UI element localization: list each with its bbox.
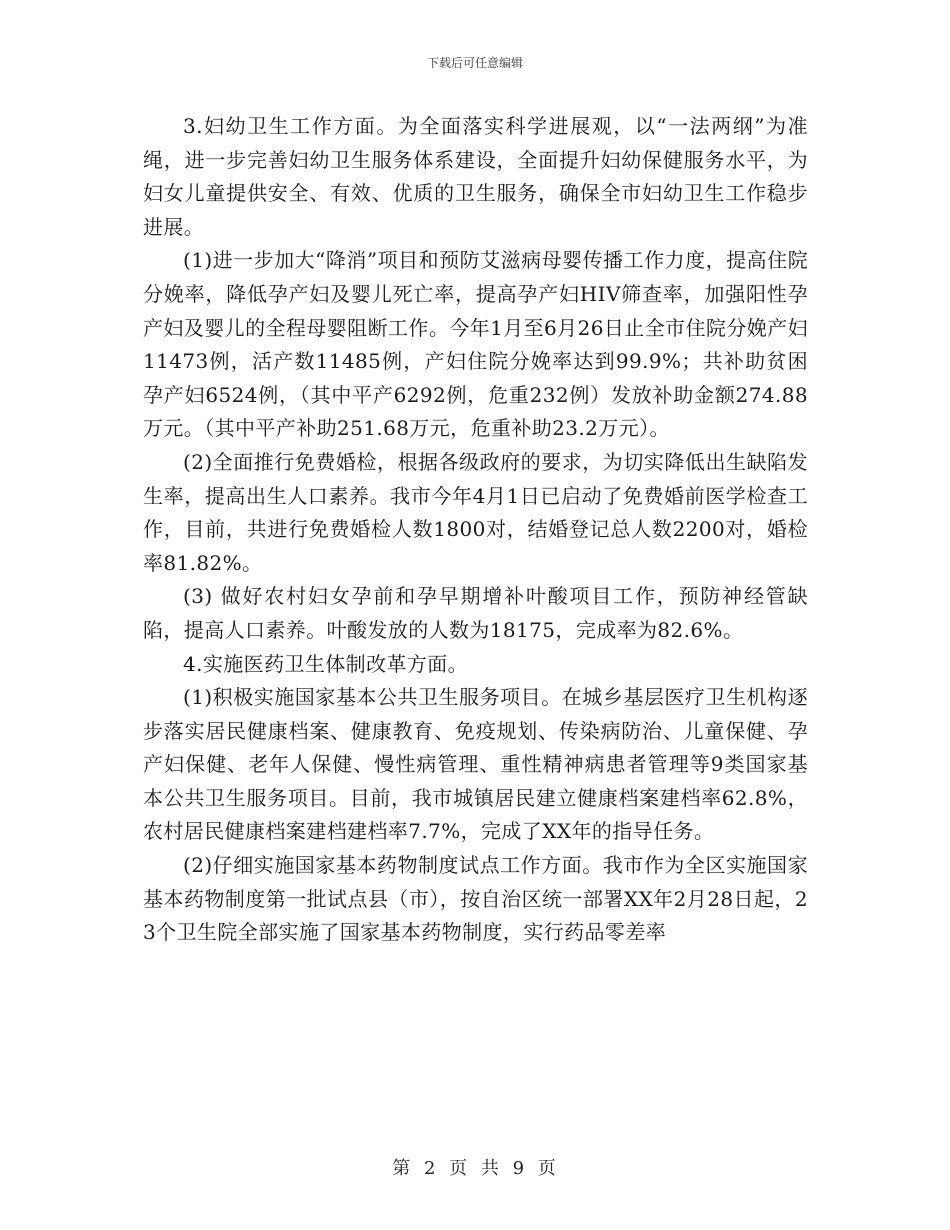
- paragraph-folic-acid: (3) 做好农村妇女孕前和孕早期增补叶酸项目工作，预防神经管缺陷，提高人口素养。叶酸发放的人数为18175，完成率为82.6%。: [143, 584, 808, 642]
- paragraph-essential-drugs: (2)仔细实施国家基本药物制度试点工作方面。我市作为全区实施国家基本药物制度第一批试点县（市），按自治区统一部署XX年2月28日起，23个卫生院全部实施了国家基本药物制度，实行药品零差率: [143, 853, 808, 945]
- paragraph-healthcare-reform-heading: 4.实施医药卫生体制改革方面。: [183, 651, 469, 676]
- page-number-footer: 第 2 页 共 9 页: [392, 1158, 558, 1179]
- page-header: 下载后可任意编辑: [426, 56, 523, 70]
- paragraph-hospital-delivery: (1)进一步加大“降消”项目和预防艾滋病母婴传播工作力度，提高住院分娩率，降低孕产妇及婴儿死亡率，提高孕产妇HIV筛查率，加强阳性孕产妇及婴儿的全程母婴阻断工作。今年1月至6月26日止全市住院分娩产妇11473例，活产数11485例，产妇住院分娩率达到99.9%；共补助贫困孕产妇6524例，（其中平产6292例，危重232例）发放补助金额274.88万元。（其中平产补助251.68万元，危重补助23.2万元）。: [143, 248, 808, 441]
- document-body: [143, 110, 808, 950]
- paragraph-free-premarital-check: (2)全面推行免费婚检，根据各级政府的要求，为切实降低出生缺陷发生率，提高出生人口素养。我市今年4月1日已启动了免费婚前医学检查工作，目前，共进行免费婚检人数1800对，结婚登记总人数2200对，婚检率81.82%。: [143, 449, 808, 575]
- paragraph-maternal-child-health: 3.妇幼卫生工作方面。为全面落实科学进展观，以“一法两纲”为准绳，进一步完善妇幼卫生服务体系建设，全面提升妇幼保健服务水平，为妇女儿童提供安全、有效、优质的卫生服务，确保全市妇幼卫生工作稳步进展。: [143, 114, 808, 239]
- paragraph-public-health-services: (1)积极实施国家基本公共卫生服务项目。在城乡基层医疗卫生机构逐步落实居民健康档案、健康教育、免疫规划、传染病防治、儿童保健、孕产妇保健、老年人保健、慢性病管理、重性精神病患者管理等9类国家基本公共卫生服务项目。目前，我市城镇居民建立健康档案建档率62.8%，农村居民健康档案建档建档率7.7%，完成了XX年的指导任务。: [143, 685, 808, 844]
